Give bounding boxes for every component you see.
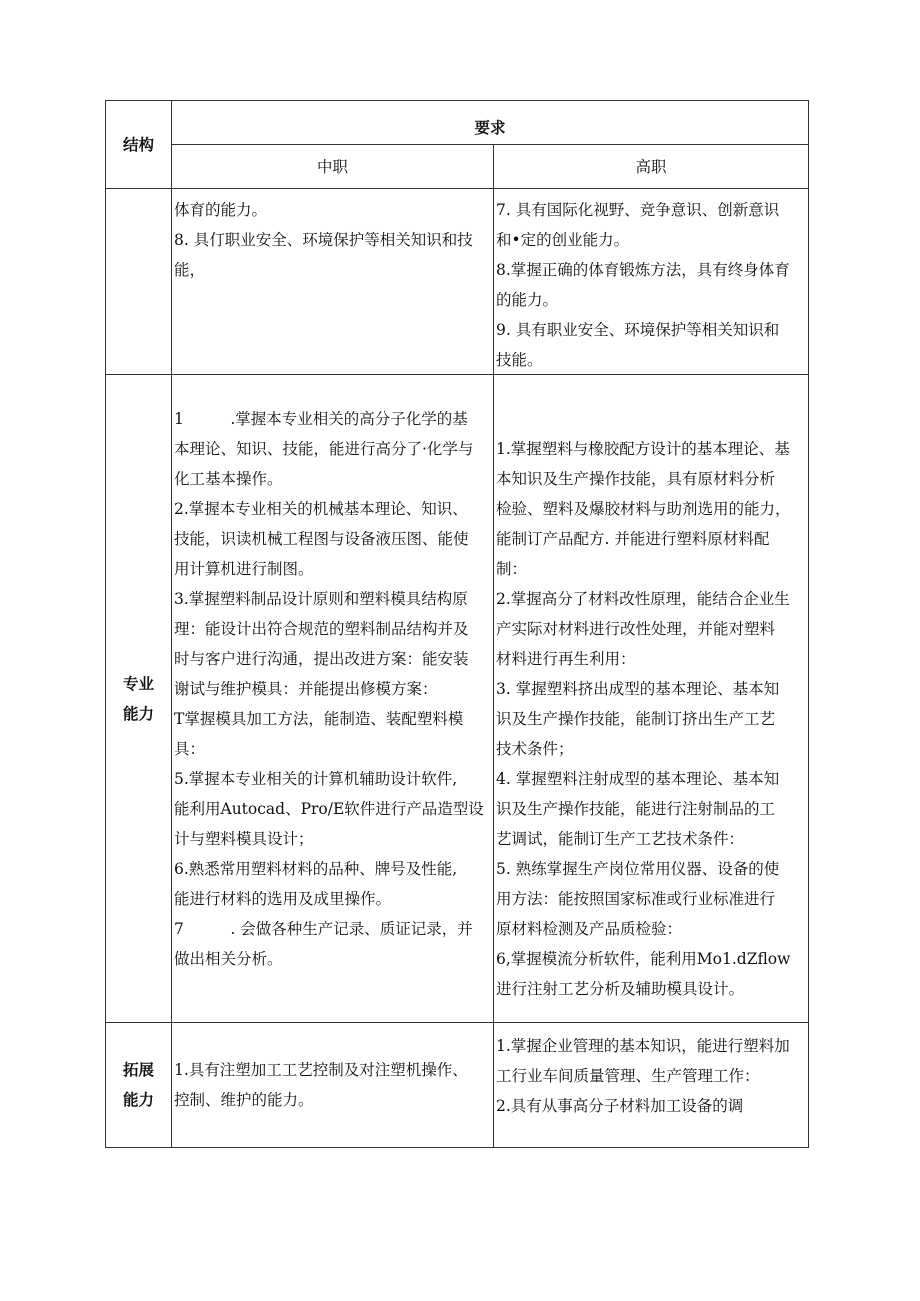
text-line: 8.掌握正确的体育锻炼方法，具有终身体育 <box>496 261 790 279</box>
general-secondary-text <box>174 189 491 285</box>
text-line: 理：能设计出符合规范的塑料制品结构并及 <box>174 620 469 638</box>
requirements-table <box>105 100 809 1148</box>
text-line: 识及生产操作技能，能制订挤出生产工艺 <box>496 710 776 728</box>
text-line: 做出相关分析。 <box>174 950 283 968</box>
text-line: 7 . 会做各种生产记录、质证记录，并 <box>174 920 473 938</box>
text-line: 原材料检测及产品质检验： <box>496 920 683 938</box>
text-line: 6,掌握模流分析软件，能利用Mo1.dZflow <box>496 950 791 968</box>
text-line: 5. 熟练掌握生产岗位常用仪器、设备的使 <box>496 860 780 878</box>
text-line: 具： <box>174 740 206 758</box>
text-line: 能制订产品配方. 并能进行塑料原材料配 <box>496 530 770 548</box>
professional-secondary-text <box>174 375 491 974</box>
text-line: 化工基本操作。 <box>174 470 283 488</box>
text-line: 能进行材料的选用及成里操作。 <box>174 890 392 908</box>
professional-secondary-cell <box>172 375 494 1023</box>
text-line: 6.熟悉常用塑料材料的品种、牌号及性能, <box>174 860 458 878</box>
text-line: 体育的能力。 <box>174 201 268 219</box>
text-line: 本知识及生产操作技能，具有原材料分析 <box>496 470 776 488</box>
text-line: 的能力。 <box>496 291 559 309</box>
text-line: 能利用Autocad、Pro/E软件进行产品造型设 <box>174 800 484 818</box>
text-line: 谢试与维护模具：并能提出修模方案： <box>174 680 438 698</box>
general-higher-text <box>496 189 806 373</box>
extended-higher-text <box>496 1023 806 1121</box>
general-higher-cell <box>494 189 809 375</box>
text-line: 和•定的创业能力。 <box>496 231 630 249</box>
extended-secondary-text <box>174 1023 491 1115</box>
text-line: 时与客户进行沟通，提出改进方案：能安装 <box>174 650 469 668</box>
text-line: 用方法：能按照国家标准或行业标准进行 <box>496 890 776 908</box>
text-line: 1 .掌握本专业相关的高分子化学的基 <box>174 410 468 428</box>
text-line: 本理论、知识、技能，能进行高分了·化学与 <box>174 440 474 458</box>
text-line: T掌握模具加工方法，能制造、装配塑料模 <box>174 710 464 728</box>
text-line: 制： <box>496 560 528 578</box>
text-line: 2.掌握高分了材料改性原理，能结合企业生 <box>496 590 790 608</box>
text-line: 技能。 <box>496 351 543 369</box>
text-line: 7. 具有国际化视野、竞争意识、创新意识 <box>496 201 780 219</box>
general-ability-label-cell <box>106 189 172 375</box>
requirement-header: 要求 <box>172 101 809 145</box>
text-line: 能， <box>174 261 206 279</box>
text-line: 识及生产操作技能，能进行注射制品的工 <box>496 800 776 818</box>
text-line: 3. 掌握塑料挤出成型的基本理论、基本知 <box>496 680 780 698</box>
professional-higher-text <box>496 375 806 1004</box>
text-line: 3.掌握塑料制品设计原则和塑料模具结构原 <box>174 590 468 608</box>
text-line: 技能，识读机械工程图与设备液压图、能使 <box>174 530 469 548</box>
text-line: 工行业车间质量管理、生产管理工作： <box>496 1067 760 1085</box>
extended-higher-cell <box>494 1023 809 1148</box>
text-line: 检验、塑料及爆胶材料与助剂选用的能力， <box>496 500 791 518</box>
text-line: 2.掌握本专业相关的机械基本理论、知识、 <box>174 500 468 518</box>
extended-ability-label: 拓展 能力 <box>106 1023 172 1148</box>
extended-secondary-cell <box>172 1023 494 1148</box>
text-line: 用计算机进行制图。 <box>174 560 314 578</box>
text-line: 5.掌握本专业相关的计算机辅助设计软件, <box>174 770 458 788</box>
text-line: 1.具有注塑加工工艺控制及对注塑机操作、 <box>174 1061 468 1079</box>
text-line: 技术条件； <box>496 740 574 758</box>
secondary-header: 中职 <box>172 145 494 189</box>
text-line: 控制、维护的能力。 <box>174 1091 314 1109</box>
professional-ability-label: 专业 能力 <box>106 375 172 1023</box>
text-line: 8. 具仃职业安全、环境保护等相关知识和技 <box>174 231 473 249</box>
general-secondary-cell <box>172 189 494 375</box>
higher-header: 高职 <box>494 145 809 189</box>
text-line: 进行注射工艺分析及辅助模具设计。 <box>496 980 745 998</box>
professional-higher-cell <box>494 375 809 1023</box>
text-line: 计与塑料模具设计； <box>174 830 314 848</box>
text-line: 9. 具有职业安全、环境保护等相关知识和 <box>496 321 780 339</box>
text-line: 材料进行再生利用： <box>496 650 636 668</box>
structure-header: 结构 <box>106 101 172 189</box>
text-line: 1.掌握企业管理的基本知识，能进行塑料加 <box>496 1037 790 1055</box>
text-line: 产实际对材料进行改性处理，并能对塑料 <box>496 620 776 638</box>
text-line: 艺调试，能制订生产工艺技术条件： <box>496 830 745 848</box>
text-line: 4. 掌握塑料注射成型的基本理论、基本知 <box>496 770 780 788</box>
text-line: 1.掌握塑料与橡胶配方设计的基本理论、基 <box>496 440 790 458</box>
text-line: 2.具有从事高分子材料加工设备的调 <box>496 1097 744 1115</box>
